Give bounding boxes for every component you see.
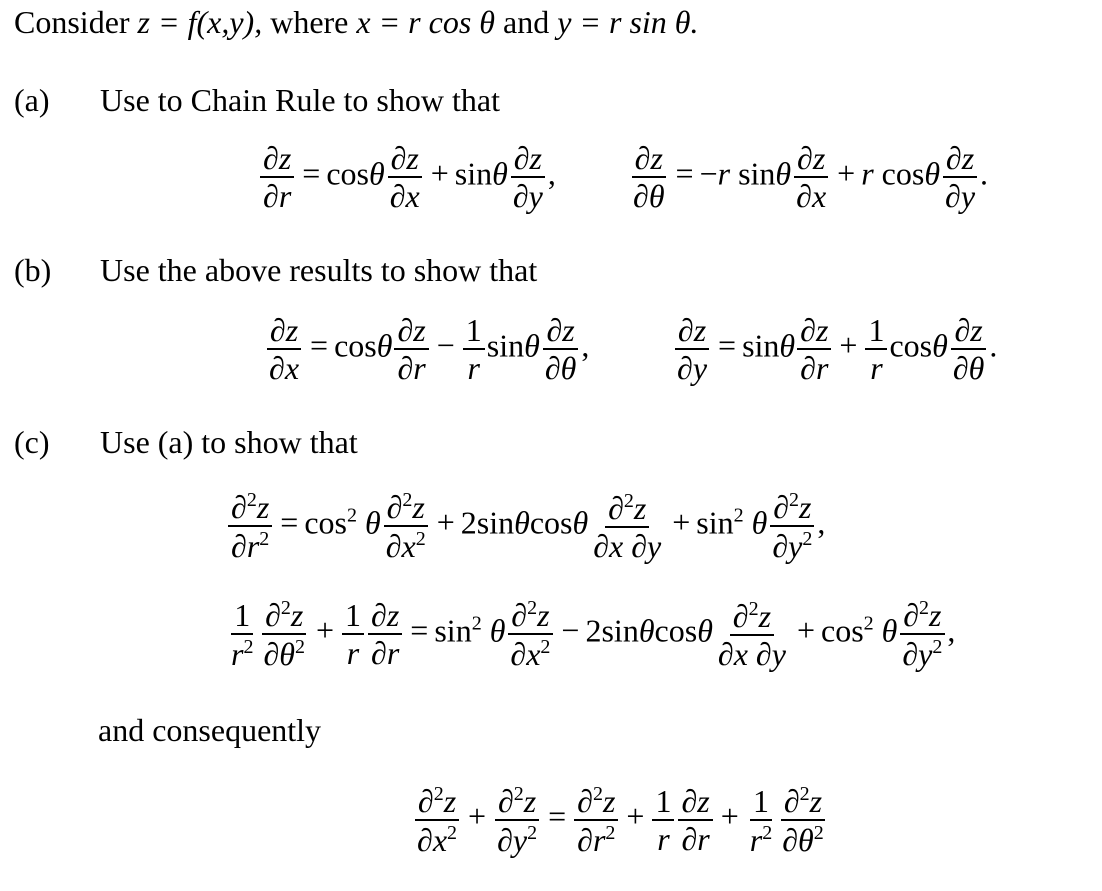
part-a-label: (a) bbox=[14, 82, 50, 118]
consequently-equation: $\frac{\partial^2z}{\partial x^2}$ + $\frac{\partial^2z}{\partial y^2}$ = $\frac{\partial^2z}{\partial r^2}$ + $\frac{1}{r}$ $\frac{\partial z}{\partial r}$ + $\frac{1}{r^2}$ $\frac{\partial^2z}{\partial\theta^2}$ bbox=[412, 784, 829, 856]
consequently-text: and consequently bbox=[98, 712, 322, 748]
part-b-equation-2: $\frac{\partial z}{\partial y}$ = sinθ $\frac{\partial z}{\partial r}$ + $\frac{1}{r}$ cosθ $\frac{\partial z}{\partial\theta}$ . bbox=[672, 314, 997, 384]
intro-expr-z: z = f(x,y), bbox=[137, 4, 263, 40]
part-c-line bbox=[14, 422, 358, 462]
part-c-text: Use (a) to show that bbox=[100, 424, 358, 460]
part-a-text: Use to Chain Rule to show that bbox=[100, 82, 500, 118]
part-b-label: (b) bbox=[14, 252, 52, 288]
consequently-line bbox=[98, 710, 321, 750]
intro-expr-y: y = r sin θ. bbox=[557, 4, 699, 40]
intro-text-and: and bbox=[503, 4, 550, 40]
intro-expr-x: x = r cos θ bbox=[356, 4, 495, 40]
part-c-label: (c) bbox=[14, 424, 50, 460]
part-a-line bbox=[14, 80, 500, 120]
intro-line bbox=[14, 2, 699, 42]
part-b-equation-1: $\frac{\partial z}{\partial x}$ = cosθ $\frac{\partial z}{\partial r}$ − $\frac{1}{r}$ sinθ $\frac{\partial z}{\partial\theta}$ , bbox=[264, 314, 589, 384]
part-c-equation-1: $\frac{\partial^2z}{\partial r^2}$ = $\cos^2 \theta$ $\frac{\partial^2z}{\partial x^2}$ + 2sinθcosθ $\frac{\partial^2z}{\partial x \partial y}$ + $\sin^2 \theta$ $\frac{\partial^2z}{\partial y^2}$ , bbox=[226, 490, 825, 562]
part-a-equation-2: $\frac{\partial z}{\partial\theta}$ = −r sinθ $\frac{\partial z}{\partial x}$ + r cosθ $\frac{\partial z}{\partial y}$ . bbox=[633, 140, 989, 214]
intro-text-consider: Consider bbox=[14, 4, 130, 40]
intro-text-where: where bbox=[270, 4, 349, 40]
part-a-equation-1: $\frac{\partial z}{\partial r}$ = cosθ $\frac{\partial z}{\partial x}$ + sinθ $\frac{\partial z}{\partial y}$ , bbox=[258, 142, 556, 212]
part-c-equation-2: $\frac{1}{r^2}$ $\frac{\partial^2z}{\partial\theta^2}$ + $\frac{1}{r}$ $\frac{\partial z}{\partial r}$ = $\sin^2 \theta$ $\frac{\partial^2z}{\partial x^2}$ − 2sinθcosθ $\frac{\partial^2z}{\partial x \partial y}$ + $\cos^2 \theta$ $\frac{\partial^2z}{\partial y^2}$ , bbox=[231, 596, 956, 672]
part-b-text: Use the above results to show that bbox=[100, 252, 538, 288]
part-b-line bbox=[14, 250, 537, 290]
